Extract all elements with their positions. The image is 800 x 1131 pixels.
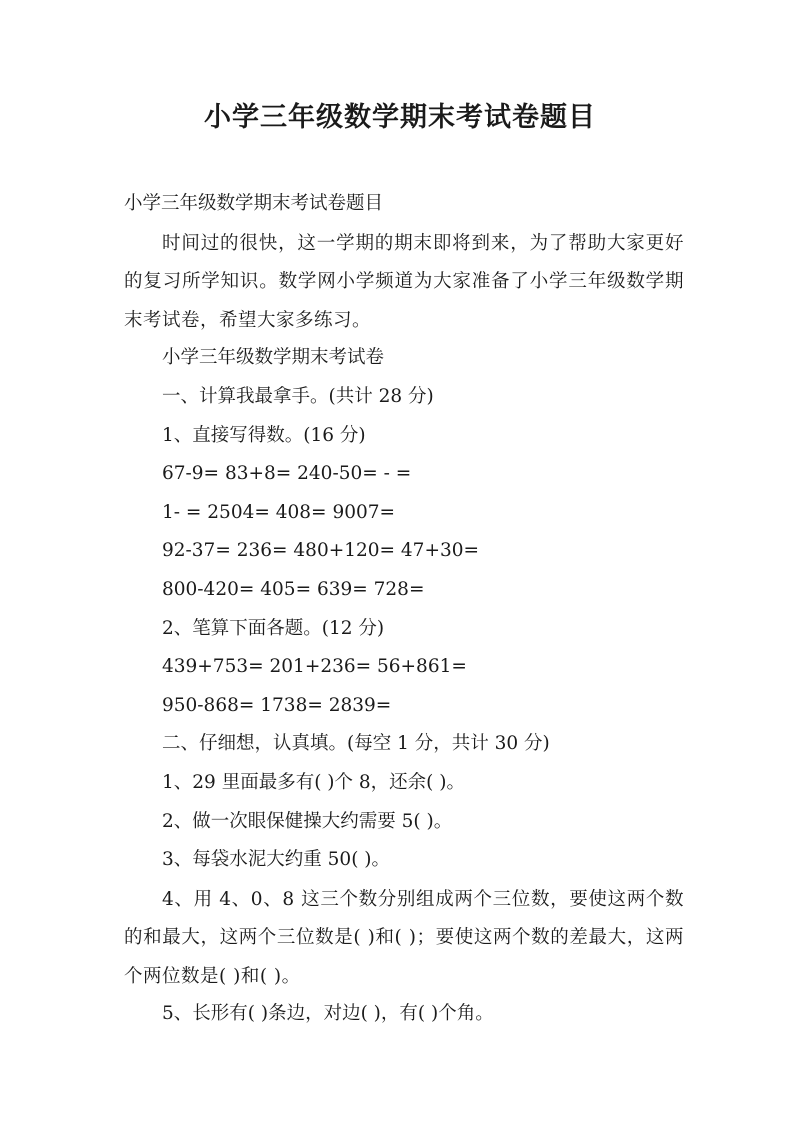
body-line: 一、计算我最拿手。(共计 28 分): [162, 385, 434, 407]
body-line: 1、29 里面最多有( )个 8，还余( )。: [162, 771, 465, 793]
body-line: 439+753= 201+236= 56+861=: [162, 656, 467, 678]
document-title: 小学三年级数学期末考试卷题目: [204, 102, 596, 133]
body-line: 92-37= 236= 480+120= 47+30=: [162, 540, 479, 562]
body-paragraph: 4、用 4、0、8 这三个数分别组成两个三位数，要使这两个数的和最大，这两个三位数是( )和( )；要使这两个数的差最大，这两个两位数是( )和( )。: [124, 888, 684, 987]
body-line: 1- = 2504= 408= 9007=: [162, 501, 396, 523]
body-line: 950-868= 1738= 2839=: [162, 694, 392, 716]
body-line: 2、做一次眼保健操大约需要 5( )。: [162, 810, 453, 832]
body-line: 800-420= 405= 639= 728=: [162, 578, 425, 600]
document-body: [124, 186, 684, 1035]
body-line: 1、直接写得数。(16 分): [162, 424, 366, 446]
body-line: 2、笔算下面各题。(12 分): [162, 617, 385, 639]
body-line: 二、仔细想，认真填。(每空 1 分，共计 30 分): [162, 733, 550, 755]
body-line: 小学三年级数学期末考试卷: [162, 347, 385, 369]
body-line: 5、长形有( )条边，对边( )，有( )个角。: [162, 1003, 494, 1025]
body-paragraph: 时间过的很快，这一学期的期末即将到来，为了帮助大家更好的复习所学知识。数学网小学频道为大家准备了小学三年级数学期末考试卷，希望大家多练习。: [124, 232, 684, 331]
body-line: 67-9= 83+8= 240-50= - =: [162, 463, 412, 485]
body-line: 小学三年级数学期末考试卷题目: [124, 193, 384, 214]
body-line: 3、每袋水泥大约重 50( )。: [162, 849, 391, 871]
